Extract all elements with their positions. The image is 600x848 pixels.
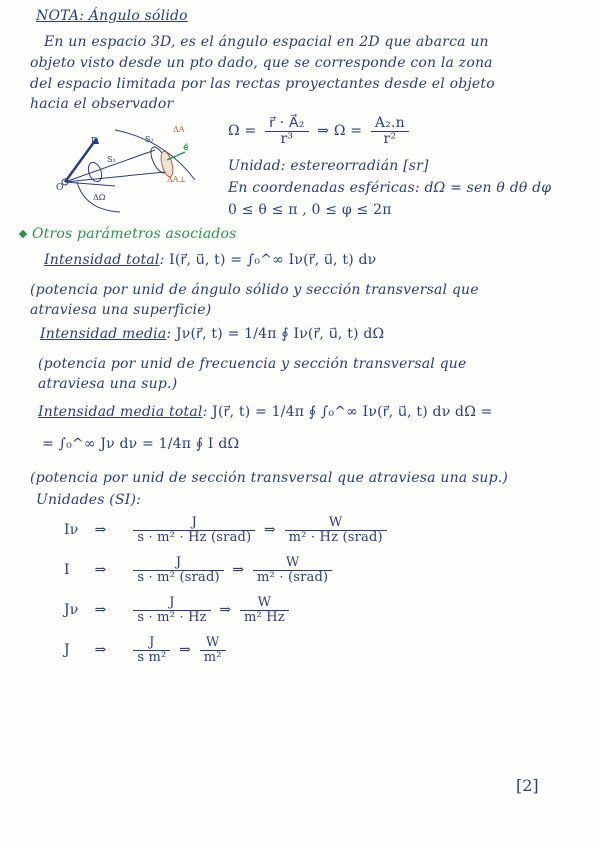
total-intensity-formula: I(r⃗, u⃗, t) = ∫₀^∞ Iν(r⃗, u⃗, t) dν: [169, 252, 377, 268]
units-sym: Iν: [64, 522, 79, 539]
units-num-2: W: [240, 596, 289, 611]
units-arrow: ⇒: [94, 562, 107, 579]
units-row-jnu: [64, 596, 293, 624]
omega-den: r³: [280, 130, 294, 147]
mean-intensity-note-1: (potencia por unid de frecuencia y sección transversal que: [38, 356, 467, 372]
units-row-inu: [64, 516, 391, 544]
units-arrow-2: ⇒: [264, 522, 276, 539]
units-sym: J: [64, 642, 70, 659]
solid-angle-diagram: [55, 120, 235, 215]
units-num: J: [133, 596, 210, 611]
units-arrow: ⇒: [94, 602, 107, 619]
units-den-2: m² · (srad): [257, 569, 329, 585]
label-dan: ΔA⊥: [167, 175, 187, 184]
mean-total-intensity-formula-2: = ∫₀^∞ Jν dν = 1/4π ∮ I dΩ: [42, 436, 240, 452]
units-num-2: W: [200, 636, 226, 651]
page-title: NOTA: Ángulo sólido: [36, 8, 188, 24]
page-number: [2]: [516, 776, 539, 795]
units-sym: I: [64, 562, 70, 579]
intro-line-1: En un espacio 3D, es el ángulo espacial en 2D que abarca un: [44, 34, 489, 50]
total-intensity-note-2: atraviesa una superficie): [30, 302, 212, 318]
units-row-i: [64, 556, 336, 584]
label-s1: S₁: [107, 155, 116, 164]
label-e: e⃗: [183, 143, 189, 153]
label-da: ΔA: [173, 125, 185, 134]
units-den: s · m² · Hz (srad): [137, 529, 252, 545]
omega-den2: r²: [383, 130, 397, 147]
section-header: [20, 226, 237, 242]
bullet-icon: [19, 230, 27, 238]
mean-intensity-label: Intensidad media: [40, 326, 167, 342]
units-arrow: ⇒: [94, 522, 107, 539]
units-arrow-2: ⇒: [232, 562, 245, 579]
mean-intensity-formula: Jν(r⃗, t) = 1/4π ∮ Iν(r⃗, u⃗, t) dΩ: [175, 326, 385, 342]
label-r: r: [91, 135, 96, 145]
omega-num: r⃗ · A⃗₂: [265, 116, 309, 132]
ranges-line: 0 ≤ θ ≤ π , 0 ≤ φ ≤ 2π: [228, 202, 392, 218]
units-line: Unidad: estereorradián [sr]: [228, 158, 429, 174]
units-header: Unidades (SI):: [36, 492, 142, 508]
section-header-text: Otros parámetros asociados: [32, 226, 237, 242]
mean-intensity-row: Intensidad media: Jν(r⃗, t) = 1/4π ∮ Iν(r⃗, u⃗, t) dΩ: [40, 326, 385, 342]
units-den: s · m² (srad): [137, 569, 220, 585]
omega-num2: A₂.n: [371, 116, 409, 132]
mean-total-intensity-label: Intensidad media total: [38, 404, 203, 420]
units-den-2: m² · Hz (srad): [288, 529, 383, 545]
units-arrow-2: ⇒: [219, 602, 232, 619]
units-arrow: ⇒: [94, 642, 107, 659]
units-num-2: W: [253, 556, 332, 571]
label-o: O: [56, 183, 64, 193]
units-num-2: W: [285, 516, 387, 531]
units-num: J: [133, 636, 170, 651]
omega-eq: =: [244, 123, 257, 140]
total-intensity-note-1: (potencia por unid de ángulo sólido y sección transversal que: [30, 282, 479, 298]
units-arrow-2: ⇒: [179, 642, 192, 659]
units-num: J: [133, 556, 223, 571]
intro-line-4: hacia el observador: [30, 96, 174, 112]
omega-rhs: Ω =: [333, 123, 363, 140]
label-s2: S₂: [145, 135, 154, 144]
total-intensity-row: Intensidad total: I(r⃗, u⃗, t) = ∫₀^∞ Iν(r⃗, u⃗, t) dν: [44, 252, 377, 268]
intro-line-2: objeto visto desde un pto dado, que se corresponde con la zona: [30, 55, 493, 71]
units-den-2: m² Hz: [243, 609, 285, 625]
coords-line: En coordenadas esféricas: dΩ = sen θ dθ dφ: [228, 180, 552, 196]
units-den: s · m² · Hz: [137, 609, 207, 625]
mean-total-intensity-formula: J(r⃗, t) = 1/4π ∮ ∫₀^∞ Iν(r⃗, u⃗, t) dν dΩ =: [212, 404, 493, 420]
total-intensity-label: Intensidad total: [44, 252, 160, 268]
units-row-j: [64, 636, 230, 664]
label-domega: ΔΩ: [93, 193, 106, 202]
units-sym: Jν: [64, 602, 79, 619]
units-num: J: [133, 516, 255, 531]
mean-total-intensity-note: (potencia por unid de sección transversal que atraviesa una sup.): [30, 470, 509, 486]
units-den: s m²: [137, 649, 167, 665]
mean-total-intensity-row: Intensidad media total: J(r⃗, t) = 1/4π ∮ ∫₀^∞ Iν(r⃗, u⃗, t) dν dΩ =: [38, 404, 493, 420]
omega-arrow: ⇒: [317, 123, 330, 140]
omega-formula: [228, 116, 413, 146]
mean-intensity-note-2: atraviesa una sup.): [38, 376, 178, 392]
omega-lhs: Ω: [228, 123, 240, 140]
intro-line-3: del espacio limitada por las rectas proyectantes desde el objeto: [30, 76, 495, 92]
units-den-2: m²: [203, 649, 222, 665]
